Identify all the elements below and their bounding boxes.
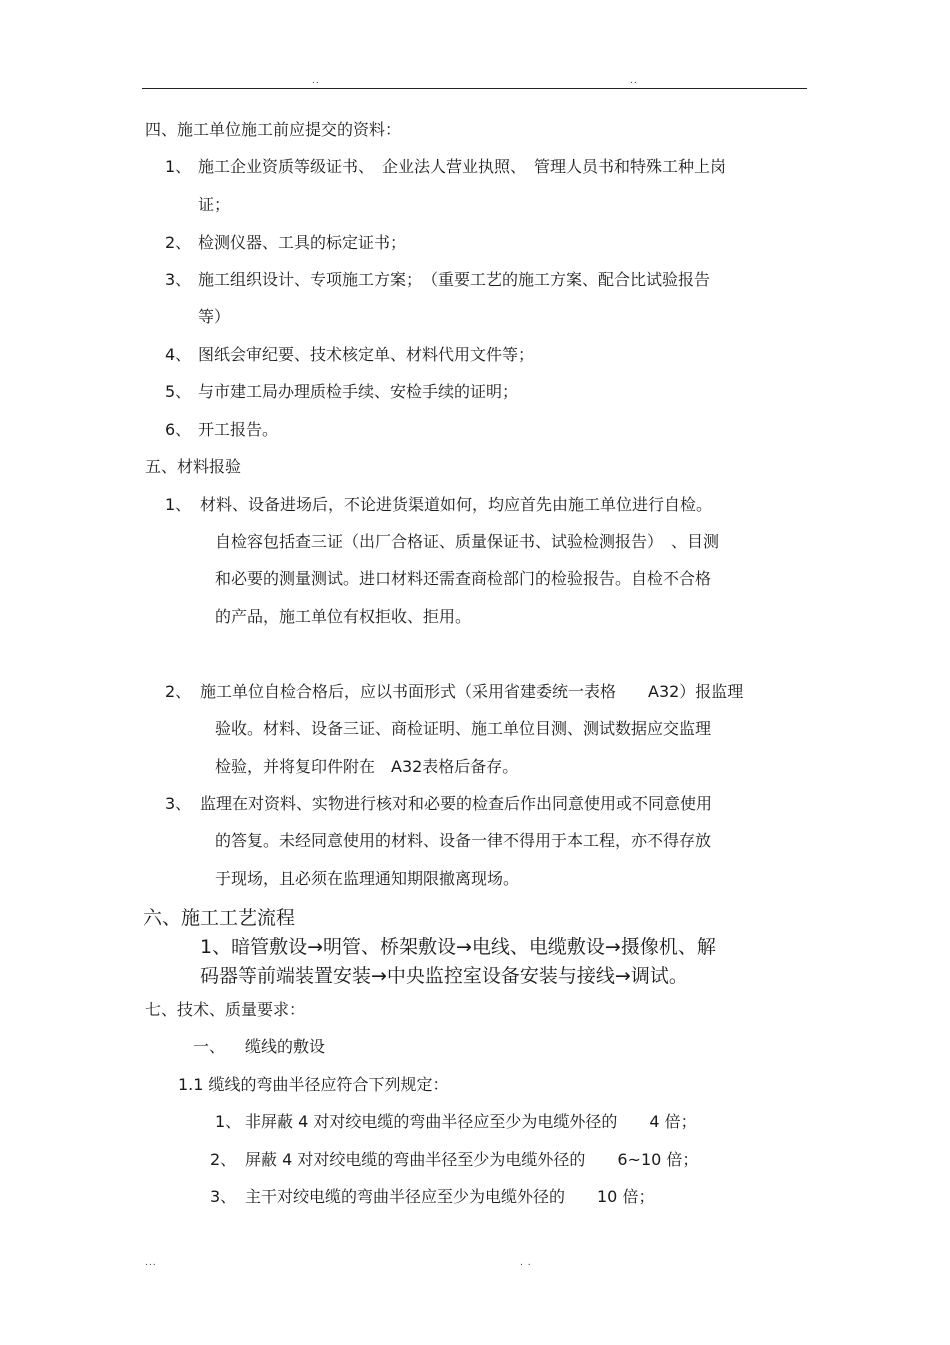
section6-line2: 码器等前端装置安装→中央监控室设备安装与接线→调试。 [200,965,688,987]
section7-rule2-text: 屏蔽 4 对对绞电缆的弯曲半径至少为电缆外径的 6~10 倍； [245,1150,699,1169]
section5-item1-line2: 自检容包括查三证（出厂合格证、质量保证书、试验检测报告） 、目测 [215,532,720,551]
section4-item1-line1: 施工企业资质等级证书、 企业法人营业执照、 管理人员书和特殊工种上岗 [198,157,727,176]
section4-item3-line1: 施工组织设计、专项施工方案； （重要工艺的施工方案、配合比试验报告 [198,270,711,289]
section4-item2-line1: 检测仪器、工具的标定证书； [198,233,407,252]
section5-item3-num: 3、 [165,794,192,813]
section5-item2-line2: 验收。材料、设备三证、商检证明、施工单位目测、测试数据应交监理 [215,719,712,738]
section4-item1-num: 1、 [165,157,192,176]
section7-heading: 七、技术、质量要求： [145,1000,306,1019]
section6-heading: 六、施工工艺流程 [143,907,296,929]
section4-item6-num: 6、 [165,420,192,439]
section4-item6-line1: 开工报告。 [198,420,279,439]
section5-item3-line2: 的答复。未经同意使用的材料、设备一律不得用于本工程，亦不得存放 [215,831,712,850]
section7-rule1-num: 1、 [215,1112,242,1131]
section7-rule3-text: 主干对绞电缆的弯曲半径应至少为电缆外径的 10 倍； [245,1187,655,1206]
section7-rule-title: 1.1 缆线的弯曲半径应符合下列规定： [178,1075,449,1094]
section7-rule2-num: 2、 [210,1150,237,1169]
section6-line1: 1、暗管敷设→明管、桥架敷设→电线、电缆敷设→摄像机、解 [200,936,716,958]
section5-item3-line1: 监理在对资料、实物进行核对和必要的检查后作出同意使用或不同意使用 [200,794,713,813]
section5-item3-line3: 于现场，且必须在监理通知期限撤离现场。 [215,869,520,888]
section4-item4-line1: 图纸会审纪要、技术核定单、材料代用文件等； [198,345,535,364]
footer-mark-left: ... [145,1258,157,1268]
section5-item2-line3: 检验，并将复印件附在 A32表格后备存。 [215,757,519,776]
section7-sub-title: 缆线的敷设 [245,1037,326,1056]
footer-mark-right: . . [520,1258,532,1268]
section4-item3-line2: 等） [198,307,231,326]
section4-item3-num: 3、 [165,270,192,289]
section7-rule3-num: 3、 [210,1187,237,1206]
section4-item2-num: 2、 [165,233,192,252]
section4-item5-line1: 与市建工局办理质检手续、安检手续的证明； [198,382,519,401]
section5-item1-line3: 和必要的测量测试。进口材料还需查商检部门的检验报告。自检不合格 [215,569,712,588]
section5-item2-line1: 施工单位自检合格后，应以书面形式（采用省建委统一表格 A32）报监理 [200,682,744,701]
header-mark-left: .. [312,76,320,86]
section4-item1-line2: 证； [198,195,231,214]
header-rule [142,88,807,89]
section5-item1-line1: 材料、设备进场后，不论进货渠道如何，均应首先由施工单位进行自检。 [200,495,713,514]
section4-heading: 四、施工单位施工前应提交的资料： [145,120,402,139]
section4-item4-num: 4、 [165,345,192,364]
section5-item1-line4: 的产品，施工单位有权拒收、拒用。 [215,607,472,626]
section4-item5-num: 5、 [165,382,192,401]
section5-heading: 五、材料报验 [145,457,242,476]
section5-item2-num: 2、 [165,682,192,701]
header-mark-right: .. [630,76,638,86]
section5-item1-num: 1、 [165,495,192,514]
section7-rule1-text: 非屏蔽 4 对对绞电缆的弯曲半径应至少为电缆外径的 4 倍； [245,1112,697,1131]
section7-sub-num: 一、 [193,1037,226,1056]
